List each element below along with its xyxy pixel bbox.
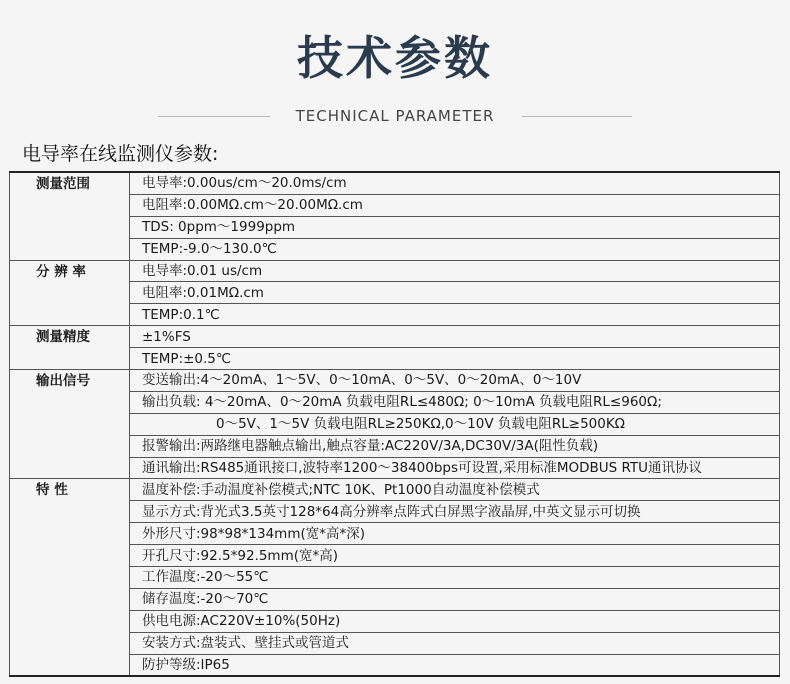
category-cell: 特 性	[10, 479, 130, 677]
value-cell: TDS: 0ppm～1999ppm	[130, 216, 780, 238]
page-title: 技术参数	[297, 31, 493, 85]
value-cell: ±1%FS	[130, 326, 780, 348]
parameter-table	[9, 171, 780, 677]
value-cell: 安装方式:盘装式、壁挂式或管道式	[130, 632, 780, 654]
section-title: 电导率在线监测仪参数:	[22, 143, 219, 165]
value-cell: 电阻率:0.00MΩ.cm～20.00MΩ.cm	[130, 194, 780, 216]
value-cell: 显示方式:背光式3.5英寸128*64高分辨率点阵式白屏黑字液晶屏,中英文显示可切换	[130, 501, 780, 523]
category-cell: 测量范围	[10, 172, 130, 260]
value-cell: 输出负载: 4～20mA、0～20mA 负载电阻RL≤480Ω; 0～10mA 负载电阻RL≤960Ω;	[130, 391, 780, 413]
subtitle-divider-right	[522, 116, 632, 117]
subtitle-row	[0, 104, 790, 128]
table-row	[10, 479, 780, 501]
category-cell: 输出信号	[10, 370, 130, 479]
value-cell: 防护等级:IP65	[130, 654, 780, 676]
value-cell: 变送输出:4～20mA、1～5V、0～10mA、0～5V、0～20mA、0～10V	[130, 370, 780, 392]
value-cell: TEMP:0.1℃	[130, 304, 780, 326]
page-subtitle: TECHNICAL PARAMETER	[295, 107, 495, 125]
category-cell: 测量精度	[10, 326, 130, 370]
table-row	[10, 172, 780, 194]
value-cell: 储存温度:-20～70℃	[130, 588, 780, 610]
value-cell: 电导率:0.01 us/cm	[130, 260, 780, 282]
value-cell: 供电电源:AC220V±10%(50Hz)	[130, 610, 780, 632]
value-cell: 外形尺寸:98*98*134mm(宽*高*深)	[130, 523, 780, 545]
value-cell: 0～5V、1～5V 负载电阻RL≥250KΩ,0～10V 负载电阻RL≥500KΩ	[130, 413, 780, 435]
value-cell: 电导率:0.00us/cm～20.0ms/cm	[130, 172, 780, 194]
table-row	[10, 260, 780, 282]
value-cell: 电阻率:0.01MΩ.cm	[130, 282, 780, 304]
value-cell: TEMP:±0.5℃	[130, 348, 780, 370]
table-row	[10, 370, 780, 392]
value-cell: 温度补偿:手动温度补偿模式;NTC 10K、Pt1000自动温度补偿模式	[130, 479, 780, 501]
category-cell: 分 辨 率	[10, 260, 130, 326]
value-cell: 开孔尺寸:92.5*92.5mm(宽*高)	[130, 545, 780, 567]
value-cell: TEMP:-9.0～130.0℃	[130, 238, 780, 260]
parameter-table-body	[10, 172, 780, 676]
value-cell: 报警输出:两路继电器触点输出,触点容量:AC220V/3A,DC30V/3A(阻性负载)	[130, 435, 780, 457]
table-row	[10, 326, 780, 348]
value-cell: 通讯输出:RS485通讯接口,波特率1200～38400bps可设置,采用标准MODBUS RTU通讯协议	[130, 457, 780, 479]
value-cell: 工作温度:-20～55℃	[130, 567, 780, 589]
